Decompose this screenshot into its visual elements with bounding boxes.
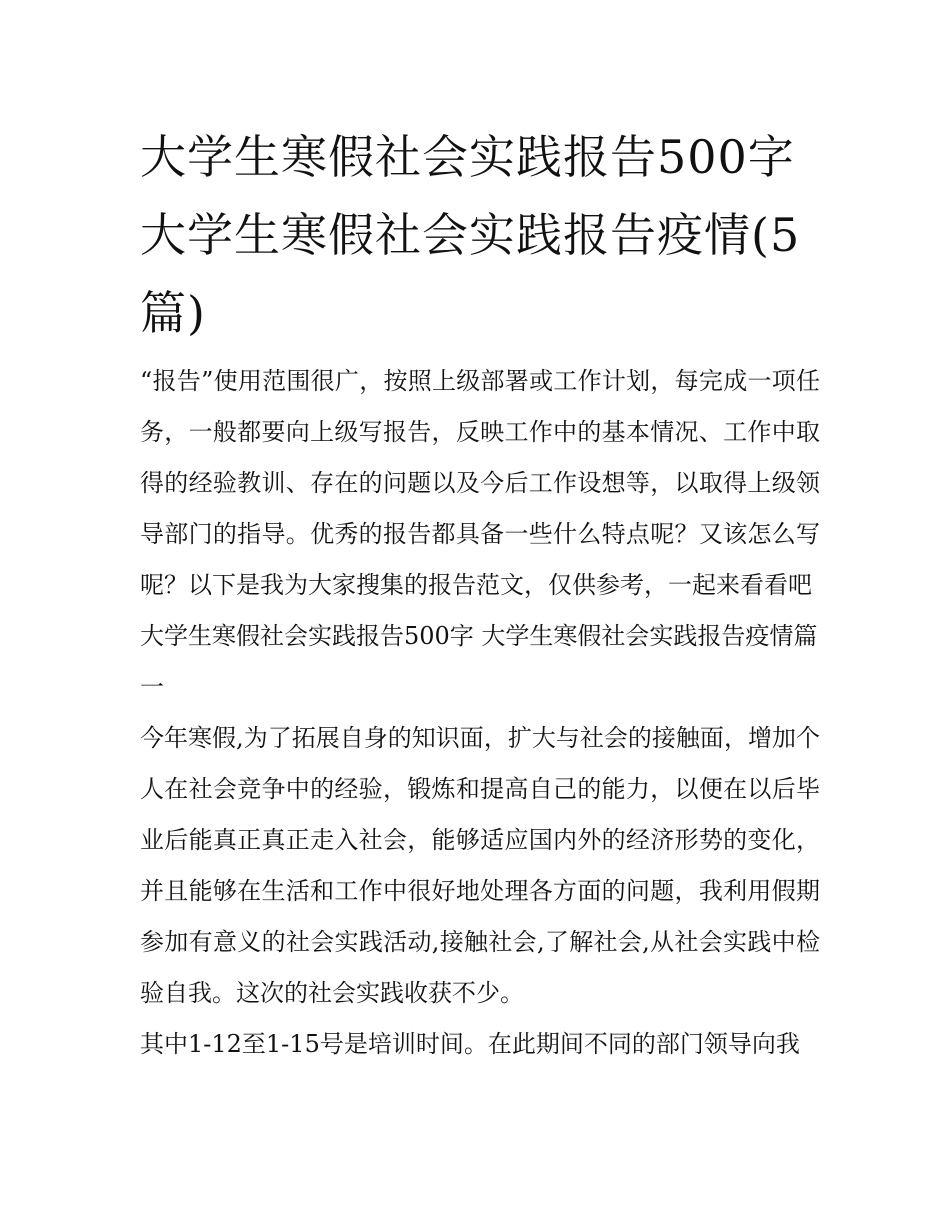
document-page bbox=[140, 118, 820, 1070]
section-heading: 大学生寒假社会实践报告500字 大学生寒假社会实践报告疫情篇一 bbox=[140, 622, 818, 701]
intro-paragraph: “报告”使用范围很广，按照上级部署或工作计划，每完成一项任务，一般都要向上级写报告，反映工作中的基本情况、工作中取得的经验教训、存在的问题以及今后工作设想等，以取得上级领导部门的指导。优秀的报告都具备一些什么特点呢？又该怎么写呢？以下是我为大家搜集的报告范文，仅供参考，一起来看看吧 bbox=[140, 367, 820, 599]
document-title: 大学生寒假社会实践报告500字 大学生寒假社会实践报告疫情(5篇) bbox=[140, 130, 801, 340]
body-paragraph-1: 今年寒假,为了拓展自身的知识面，扩大与社会的接触面，增加个人在社会竞争中的经验，锻炼和提高自己的能力，以便在以后毕业后能真正真正走入社会，能够适应国内外的经济形势的变化，并且能够在生活和工作中很好地处理各方面的问题，我利用假期参加有意义的社会实践活动,接触社会,了解社会,从社会实践中检验自我。这次的社会实践收获不少。 bbox=[140, 724, 820, 1007]
body-paragraph-2: 其中1-12至1-15号是培训时间。在此期间不同的部门领导向我 bbox=[140, 1030, 800, 1058]
